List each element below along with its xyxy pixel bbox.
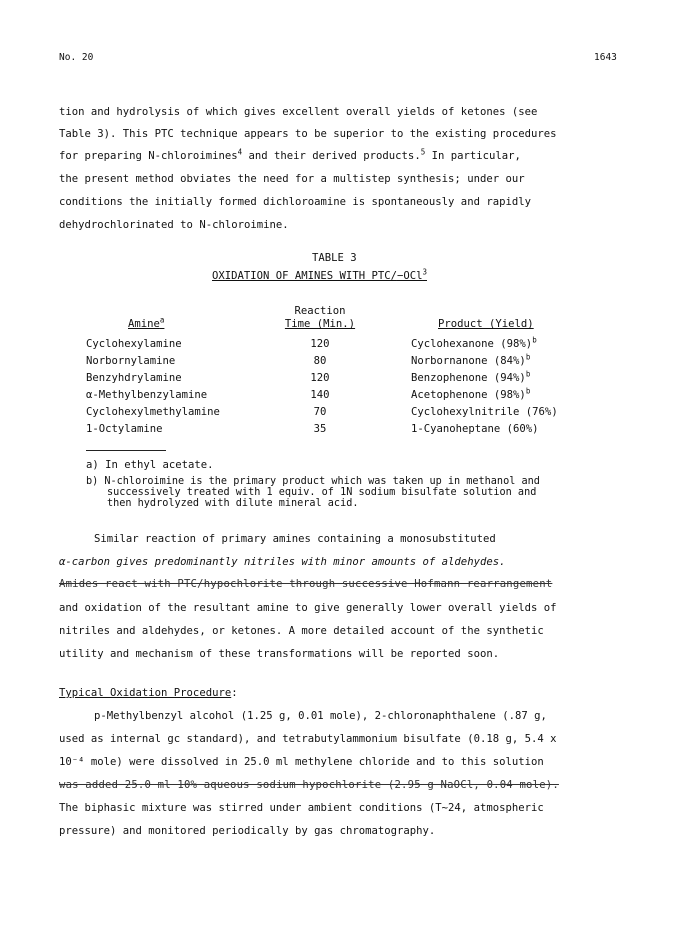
table-row: [0, 386, 680, 405]
footnote-b-cont: then hydrolyzed with dilute mineral acid.: [107, 498, 359, 509]
table-row: [0, 406, 680, 422]
paragraph-line: nitriles and aldehydes, or ketones. A more detailed account of the synthetic: [59, 625, 544, 637]
time-cell: 140: [310, 389, 330, 401]
procedure-heading: Typical Oxidation Procedure:: [59, 687, 238, 699]
col-header-amine: Amine$^a$: [128, 315, 165, 330]
product-cell: Cyclohexanone $(98\%)^b$: [411, 335, 537, 350]
procedure-line: 10⁻⁴ mole) were dissolved in 25.0 ml methylene chloride and to this solution: [59, 756, 544, 768]
citation-5: 5: [420, 147, 426, 157]
amine-cell: 1-Octylamine: [86, 423, 163, 435]
product-cell: 1-Cyanoheptane (60%): [411, 423, 539, 435]
paragraph-line: Similar reaction of primary amines containing a monosubstituted: [94, 533, 496, 545]
table-row: [0, 369, 680, 388]
footnote-a: a) In ethyl acetate.: [86, 459, 214, 471]
time-cell: 120: [310, 372, 330, 384]
struck-line: Amides react with PTC/hypochlorite through successive Hofmann rearrangement: [59, 578, 553, 590]
product-cell: Norbornanone $(84\%)^b$: [411, 352, 531, 367]
amine-cell: Cyclohexylmethylamine: [86, 406, 220, 418]
intro-line: for preparing N-chloroimines$^4$ and their derived products.$^5$ In particular,: [59, 147, 521, 162]
intro-line: Table 3). This PTC technique appears to be superior to the existing procedures: [59, 128, 557, 140]
product-cell: Acetophenone $(98\%)^b$: [411, 386, 531, 401]
procedure-line: pressure) and monitored periodically by gas chromatography.: [59, 825, 436, 837]
intro-line: dehydrochlorinated to N-chloroimine.: [59, 219, 289, 231]
table-row: [0, 352, 680, 371]
issue-number: No. 20: [59, 52, 94, 63]
col-header-time-top: Reaction: [294, 305, 346, 317]
time-cell: 120: [310, 338, 330, 350]
procedure-line: The biphasic mixture was stirred under ambient conditions (T~24, atmospheric: [59, 802, 544, 814]
col-header-product: Product (Yield): [438, 318, 534, 330]
table-label: TABLE 3: [312, 252, 357, 264]
footnote-b: b) N-chloroimine is the primary product which was taken up in methanol and: [86, 476, 540, 487]
intro-line: conditions the initially formed dichloroamine is spontaneously and rapidly: [59, 196, 531, 208]
table-row: [0, 335, 680, 354]
footnote-rule: [86, 450, 166, 451]
struck-line: was added 25.0 ml 10% aqueous sodium hypochlorite (2.95 g NaOCl, 0.04 mole).: [59, 779, 559, 791]
procedure-line: used as internal gc standard), and tetrabutylammonium bisulfate (0.18 g, 5.4 x: [59, 733, 557, 745]
paragraph-line: and oxidation of the resultant amine to give generally lower overall yields of: [59, 602, 557, 614]
intro-line: the present method obviates the need for a multistep synthesis; under our: [59, 173, 525, 185]
product-cell: Benzophenone $(94\%)^b$: [411, 369, 531, 384]
amine-cell: Cyclohexylamine: [86, 338, 182, 350]
paragraph-line: α-carbon gives predominantly nitriles with minor amounts of aldehydes.: [59, 556, 506, 568]
intro-line: tion and hydrolysis of which gives excellent overall yields of ketones (see: [59, 106, 538, 118]
paragraph-line: utility and mechanism of these transformations will be reported soon.: [59, 648, 500, 660]
table-row: [0, 423, 680, 439]
product-cell: Cyclohexylnitrile (76%): [411, 406, 558, 418]
time-cell: 35: [313, 423, 327, 435]
col-header-time: Time (Min.): [284, 318, 356, 330]
time-cell: 70: [313, 406, 327, 418]
page-number: 1643: [594, 52, 617, 63]
amine-cell: Norbornylamine: [86, 355, 176, 367]
amine-cell: Benzyhdrylamine: [86, 372, 182, 384]
footnote-b-cont: successively treated with 1 equiv. of 1N sodium bisulfate solution and: [107, 487, 537, 498]
table-title: OXIDATION OF AMINES WITH PTC/−OCl$^3$: [212, 267, 427, 282]
citation-4: 4: [237, 147, 243, 157]
amine-cell: α-Methylbenzylamine: [86, 389, 208, 401]
time-cell: 80: [313, 355, 327, 367]
procedure-line: p-Methylbenzyl alcohol (1.25 g, 0.01 mole), 2-chloronaphthalene (.87 g,: [94, 710, 547, 722]
